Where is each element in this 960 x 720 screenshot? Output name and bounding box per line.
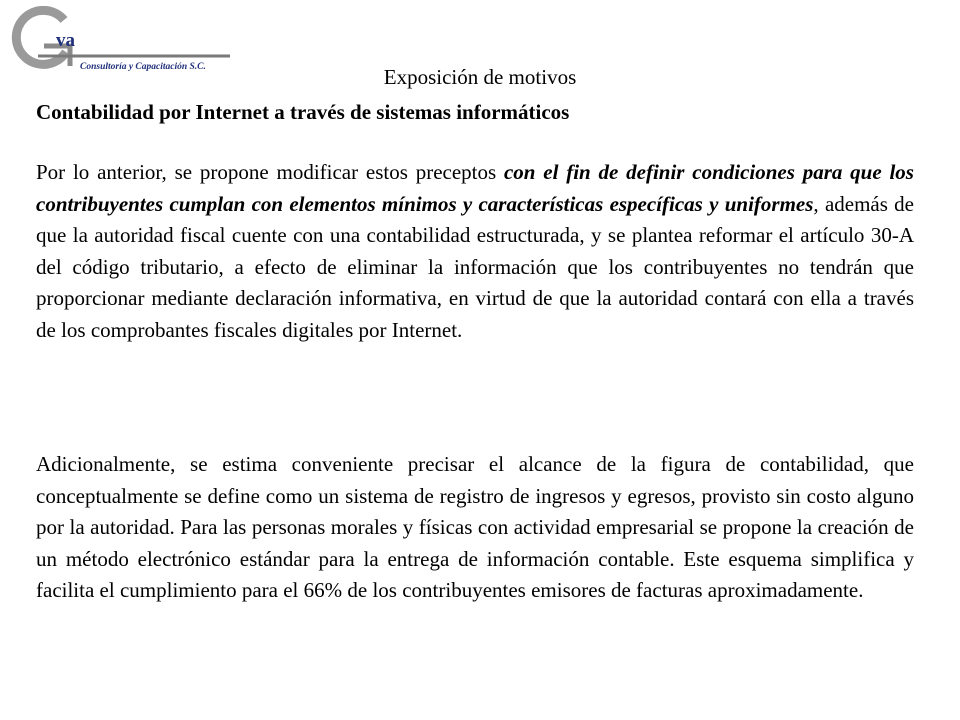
paragraph-1-intro: Por lo anterior, se propone modificar estos preceptos (36, 160, 504, 184)
paragraph-1-emphasis: con el fin de definir condiciones para que los contribuyentes cumplan con elementos mínimos y características específicas y uniformes (36, 160, 914, 216)
paragraph-1-rest: , además de que la autoridad fiscal cuente con una contabilidad estructurada, y se plantea reformar el artículo 30-A del código tributario, a efecto de eliminar la información que los contribuyentes no tendrán que proporcionar mediante declaración informativa, en virtud de que la autoridad contará con ella a través de los comprobantes fiscales digitales por Internet. (36, 191, 915, 342)
page-subtitle: Contabilidad por Internet a través de sistemas informáticos (36, 100, 570, 124)
logo-tagline: Consultoría y Capacitación S.C. (80, 62, 206, 72)
paragraph-2: Adicionalmente, se estima conveniente precisar el alcance de la figura de contabilidad, que conceptualmente se define como un sistema de registro de ingresos y egresos, provisto sin costo alguno por la autoridad. Para las personas morales y físicas con actividad empresarial se propone la creación de un método electrónico estándar para la entrega de información contable. Este esquema simplifica y facilita el cumplimiento para el 66% de los contribuyentes emisores de facturas aproximadamente. (36, 452, 914, 602)
logo-va: va (56, 30, 75, 51)
page-heading: Exposición de motivos (383, 65, 577, 89)
paragraph-1 (36, 157, 914, 346)
